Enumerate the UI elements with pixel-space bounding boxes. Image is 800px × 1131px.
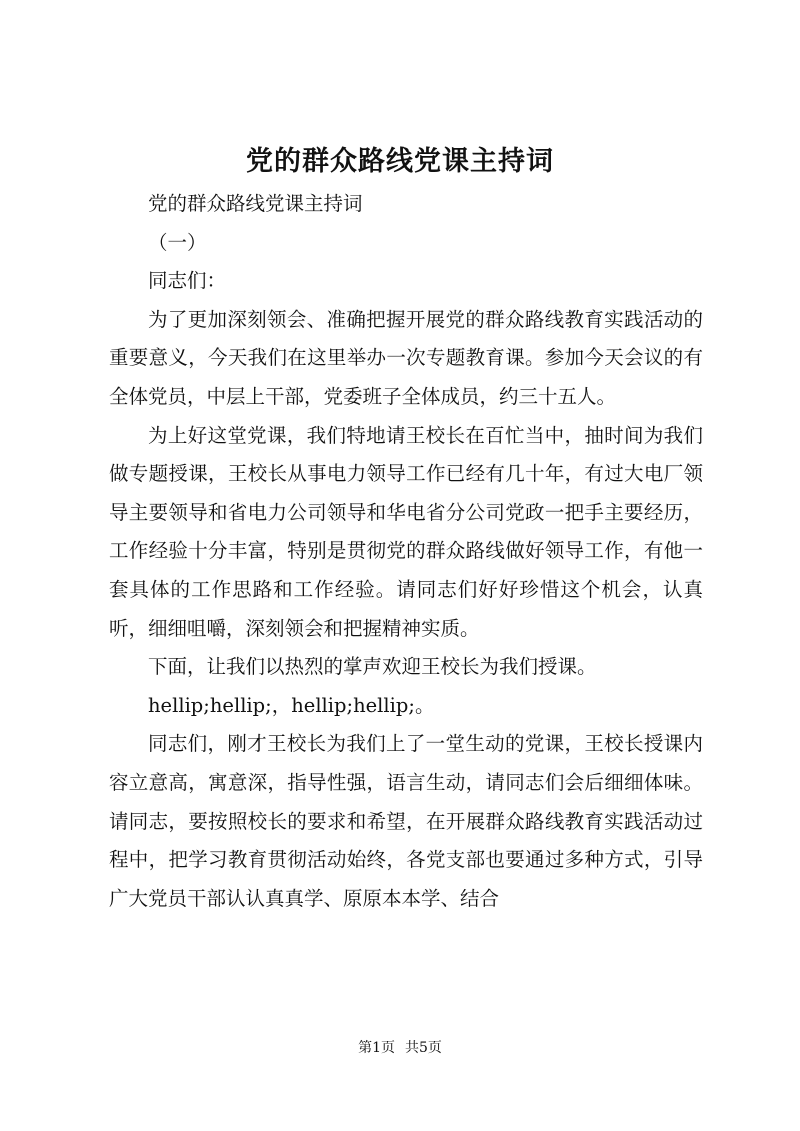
page-total: 共5页: [405, 1040, 442, 1056]
paragraph-introduction: 为上好这堂党课，我们特地请王校长在百忙当中，抽时间为我们做专题授课，王校长从事电力领导工作已经有几十年，有过大电厂领导主要领导和省电力公司领导和华电省分公司党政一把手主要经历，工作经验十分丰富，特别是贯彻党的群众路线做好领导工作，有他一套具体的工作思路和工作经验。请同志们好好珍惜这个机会，认真听，细细咀嚼，深刻领会和把握精神实质。: [109, 423, 703, 640]
document-body: [109, 185, 703, 918]
paragraph-closing: 同志们，刚才王校长为我们上了一堂生动的党课，王校长授课内容立意高，寓意深，指导性强，语言生动，请同志们会后细细体味。请同志，要按照校长的要求和希望，在开展群众路线教育实践活动过程中，把学习教育贯彻活动始终，各党支部也要通过多种方式，引导广大党员干部认认真真学、原原本本学、结合: [109, 732, 703, 910]
paragraph-ellipsis: hellip;hellip;，hellip;hellip;。: [148, 693, 435, 717]
page-number: 第1页: [358, 1040, 395, 1056]
paragraph-subtitle: 党的群众路线党课主持词: [148, 192, 363, 215]
paragraph-welcome: 下面，让我们以热烈的掌声欢迎王校长为我们授课。: [148, 655, 597, 679]
paragraph-salutation: 同志们：: [148, 269, 227, 293]
paragraph-section-number: （一）: [148, 230, 207, 254]
page-footer: [0, 1038, 800, 1058]
paragraph-opening: 为了更加深刻领会、准确把握开展党的群众路线教育实践活动的重要意义，今天我们在这里举办一次专题教育课。参加今天会议的有全体党员，中层上干部，党委班子全体成员，约三十五人。: [109, 307, 703, 408]
document-title: 党的群众路线党课主持词: [246, 146, 554, 177]
